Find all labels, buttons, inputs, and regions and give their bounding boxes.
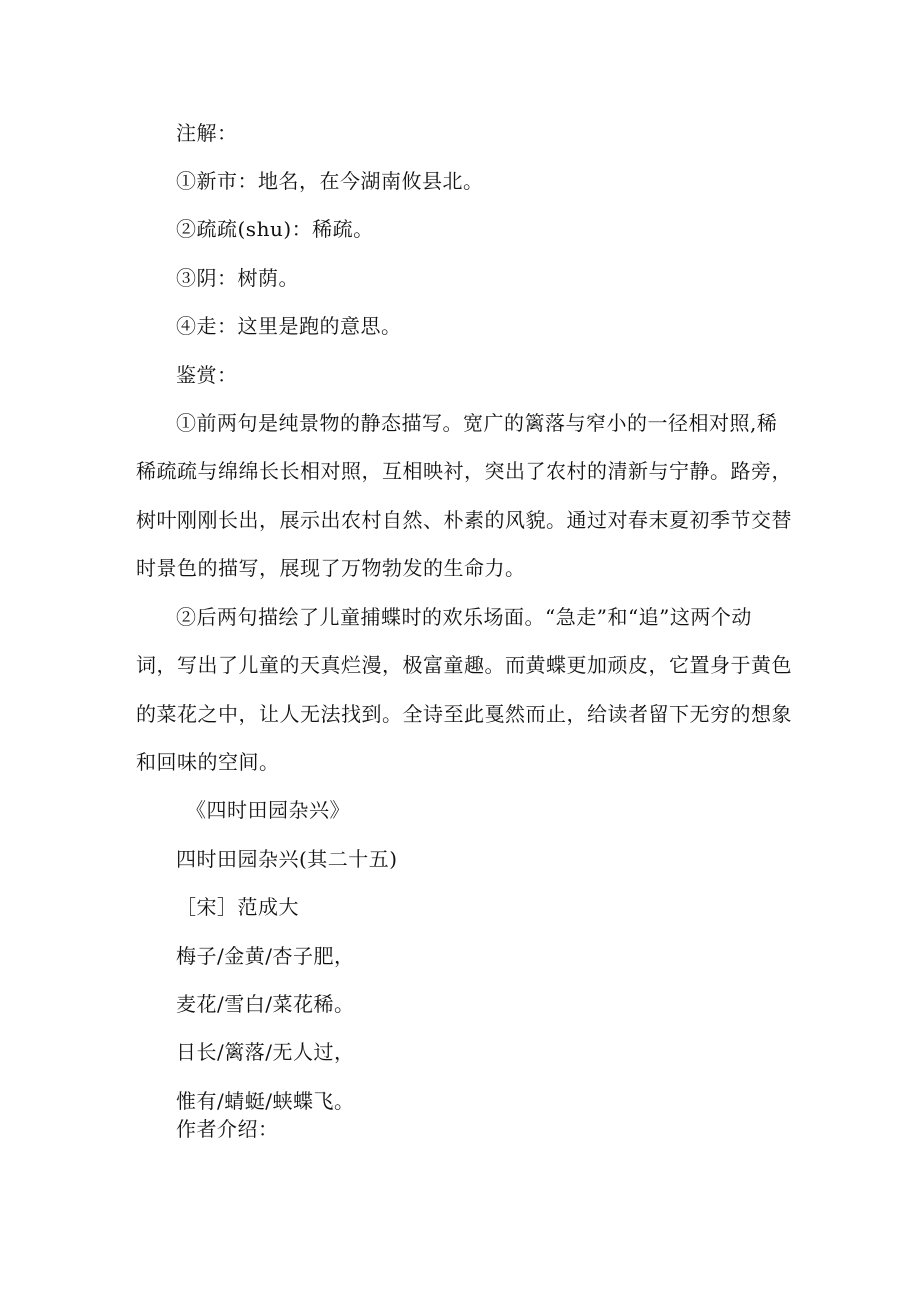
- notes-heading: 注解：: [176, 121, 238, 145]
- poem-author: ［宋］范成大: [176, 895, 299, 919]
- appreciation-2-line-2: 词，写出了儿童的天真烂漫，极富童趣。而黄蝶更加顽皮，它置身于黄色: [136, 653, 792, 677]
- appreciation-2-line-1: ②后两句描绘了儿童捕蝶时的欢乐场面。“急走”和“追”这两个动: [176, 605, 752, 629]
- appreciation-2-line-4: 和回味的空间。: [136, 750, 280, 774]
- note-item-4: ④走：这里是跑的意思。: [176, 314, 402, 338]
- appreciation-1-line-2: 稀疏疏与绵绵长长相对照，互相映衬，突出了农村的清新与宁静。路旁，: [136, 459, 792, 483]
- appreciation-2-line-3: 的菜花之中，让人无法找到。全诗至此戛然而止，给读者留下无穷的想象: [136, 702, 792, 726]
- author-intro-heading: 作者介绍：: [176, 1117, 279, 1141]
- poem-title: 《四时田园杂兴》: [186, 798, 350, 822]
- note-item-1: ①新市：地名，在今湖南攸县北。: [176, 169, 484, 193]
- poem-line-4: 惟有/蜻蜓/蛱蝶飞。: [176, 1089, 355, 1113]
- poem-line-1: 梅子/金黄/杏子肥，: [176, 944, 355, 968]
- appreciation-1-line-4: 时景色的描写，展现了万物勃发的生命力。: [136, 556, 526, 580]
- appreciation-heading: 鉴赏：: [176, 363, 238, 387]
- appreciation-1-line-3: 树叶刚刚长出，展示出农村自然、朴素的风貌。通过对春末夏初季节交替: [136, 508, 792, 532]
- poem-subtitle: 四时田园杂兴(其二十五): [176, 847, 398, 871]
- note-item-3: ③阴：树荫。: [176, 266, 299, 290]
- poem-line-3: 日长/篱落/无人过，: [176, 1040, 355, 1064]
- appreciation-1-line-1: ①前两句是纯景物的静态描写。宽广的篱落与窄小的一径相对照,稀: [176, 411, 778, 435]
- note-item-2: ②疏疏(shu)：稀疏。: [176, 217, 374, 241]
- poem-line-2: 麦花/雪白/菜花稀。: [176, 992, 355, 1016]
